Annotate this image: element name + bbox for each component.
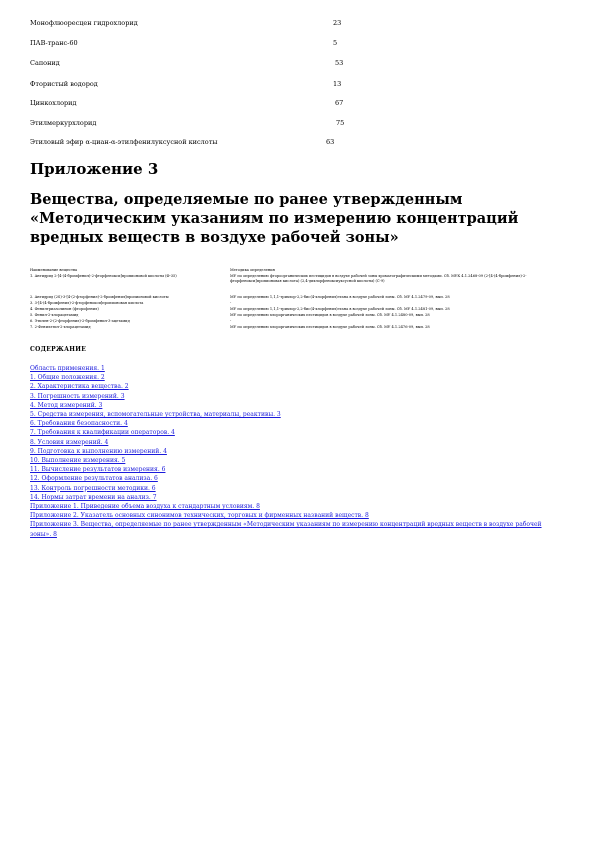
table-row	[30, 38, 360, 49]
toc-link[interactable]: 14. Нормы затрат времени на анализ. 7	[30, 493, 157, 501]
substance-number: 75	[336, 119, 345, 127]
substance-number: 23	[333, 19, 342, 27]
toc-link[interactable]: Приложение 1. Приведение объема воздуха к стандартным условиям. 8	[30, 503, 260, 511]
substance-number: 63	[326, 138, 335, 146]
toc-link[interactable]: 11. Вычисление результатов измерения. 6	[30, 466, 166, 474]
methods-row-right: -	[230, 301, 232, 305]
methods-row-left: 5. Фенил-2-хлорацетамид	[30, 313, 79, 317]
toc-link[interactable]: 8. Условия измерений. 4	[30, 438, 109, 446]
appendix-title: Приложение 3	[30, 160, 159, 178]
methods-row-left: 3. 3-[4-(4-бромфенил)-2-фторфенокси]пропионовая кислота	[30, 301, 144, 305]
substance-number: 5	[333, 39, 338, 47]
substance-number: 13	[333, 80, 342, 88]
substance-name: Сапонид	[30, 59, 60, 67]
toc-link[interactable]: 12. Оформление результатов анализа. 6	[30, 475, 158, 483]
table-row	[30, 98, 360, 109]
substance-name: Цинкохлорид	[30, 99, 77, 107]
methods-row-right: МУ по определению фтороорганических пестицидов в воздухе рабочей зоны хроматографическими методами. Сб. МУК 4.1.2468-09 (2-[4-(4-бромфенил)-2-фторфенокси]пропионовая кислота) (2,4-дихлорфеноксиуксусной кислоты) (С-9)	[230, 274, 527, 283]
methods-row-right: -	[230, 319, 232, 323]
methods-row-right: МУ по определению 1,1,1-трихлор-2,2-бис(4-хлорфенил)этана в воздухе рабочей зоны. Сб. МУ 4.1.2481-09, вып. 28	[230, 307, 450, 311]
methods-row-right: МУ по определению хлорорганических пестицидов в воздухе рабочей зоны. Сб. МУ 4.1.2476-09, вып. 28	[230, 325, 430, 329]
toc-link[interactable]: 2. Характеристика вещества. 2	[30, 383, 129, 391]
methods-row-left: 6. Этилен-2-(2-фторфенил)-2-бромфенил-3-ацетамид	[30, 319, 130, 323]
table-row	[30, 58, 360, 69]
substance-name: Этиловый эфир α-циан-α-этилфенилуксусной кислоты	[30, 138, 218, 146]
table-row	[30, 137, 360, 148]
toc-link[interactable]: 10. Выполнение измерения. 5	[30, 457, 126, 465]
toc-link[interactable]: Приложение 2. Указатель основных синонимов технических, торговых и фирменных названий веществ. 8	[30, 512, 369, 520]
toc-list	[30, 364, 550, 539]
substance-number: 53	[335, 59, 344, 67]
methods-row-left: 4. Фенилтриазолинон (фторофенил)	[30, 307, 99, 311]
toc-title: СОДЕРЖАНИЕ	[30, 346, 87, 353]
methods-row-left: 2. Ангидрид (2S)-3-[4-(2-фторфенил)-2-бромфенил]пропионовой кислоты	[30, 295, 169, 299]
substance-name: Этилмеркурхлорид	[30, 119, 97, 127]
methods-row-left: 7. 2-Фенилэтил-2-хлорацетамид	[30, 325, 91, 329]
substance-number: 67	[335, 99, 344, 107]
toc-link[interactable]: 4. Метод измерений. 3	[30, 401, 103, 409]
toc-link[interactable]: 9. Подготовка к выполнению измерений. 4	[30, 447, 167, 455]
toc-link[interactable]: Область применения. 1	[30, 365, 105, 372]
methods-row-right: МУ по определению 1,1,1-трихлор-2,2-бис(4-хлорфенил)этана в воздухе рабочей зоны. Сб. МУ 4.1.2479-09, вып. 28	[230, 295, 450, 299]
substance-name: Фтористый водород	[30, 80, 98, 88]
methods-header-right: Методика определения	[230, 268, 275, 272]
methods-header-left: Наименование вещества	[30, 268, 78, 272]
methods-row-left: 1. Ангидрид 2-[4-(4-бромфенил)-2-фторфенокси]пропионовой кислоты (Ф-35)	[30, 274, 177, 278]
toc-link[interactable]: 13. Контроль погрешности методики. 6	[30, 484, 156, 492]
toc-link[interactable]: 1. Общие положения. 2	[30, 374, 105, 382]
appendix-heading: Вещества, определяемые по ранее утвержденным «Методическим указаниям по измерению концентраций вредных веществ в воздухе рабочей зоны»	[30, 191, 519, 246]
toc-link[interactable]: 3. Погрешность измерений. 3	[30, 392, 125, 400]
substance-name: Монофлюоресцен гидрохлорид	[30, 19, 138, 27]
table-row	[30, 118, 360, 129]
substance-name: ПАВ-транс-60	[30, 39, 78, 47]
toc-link[interactable]: 7. Требования к квалификации операторов. 4	[30, 429, 175, 437]
methods-row-right: МУ по определению хлорорганических пестицидов в воздухе рабочей зоны. Сб. МУ 4.1.2480-09, вып. 28	[230, 313, 430, 317]
table-row	[30, 18, 360, 29]
toc-link[interactable]: 6. Требования безопасности. 4	[30, 420, 128, 428]
toc-link[interactable]: Приложение 3. Вещества, определяемые по ранее утвержденным «Методическим указаниям по измерению концентраций вредных веществ в воздухе рабочей зоны». 8	[30, 521, 542, 538]
table-row	[30, 79, 360, 90]
toc-link[interactable]: 5. Средства измерения, вспомогательные устройства, материалы, реактивы. 3	[30, 411, 281, 419]
